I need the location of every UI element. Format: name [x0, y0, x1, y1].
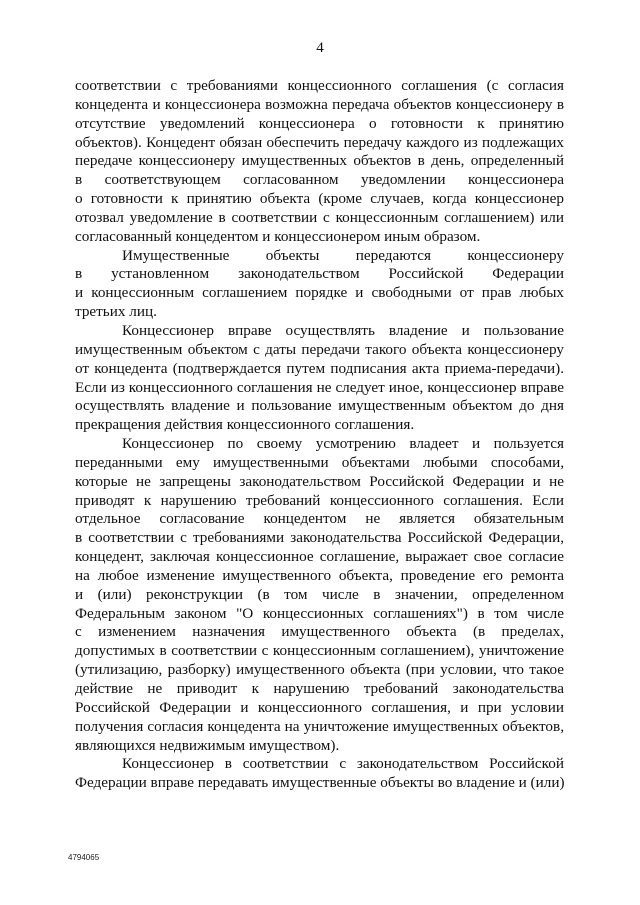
text-line: которые не запрещены законодательством Российской Федерации и не: [75, 472, 564, 490]
text-line: осуществлять владение и пользование имущественным объектом до дня: [75, 397, 564, 415]
paragraph: [75, 755, 564, 793]
text-line: с изменением назначения имущественного объекта (в пределах,: [75, 623, 564, 641]
text-line: переданными ему имущественными объектами любыми способами,: [75, 453, 564, 471]
paragraph: [75, 77, 564, 247]
text-line: действие не приводит к нарушению требований законодательства: [75, 680, 564, 697]
text-line: допустимых в соответствии с концессионным соглашением), уничтожение: [75, 642, 564, 660]
text-line: объектов). Концедент обязан обеспечить передачу каждого из подлежащих: [75, 133, 564, 151]
text-line: согласованный концедентом и концессионером иным образом.: [75, 227, 481, 245]
text-line: Концессионер вправе осуществлять владение и пользование: [122, 321, 564, 339]
text-line: имущественным объектом с даты передачи такого объекта концессионеру: [75, 340, 564, 358]
text-line: (утилизацию, разборку) имущественного объекта (при условии, что такое: [75, 661, 564, 679]
text-line: в соответствии с требованиями законодательства Российской Федерации,: [75, 529, 564, 547]
text-line: отсутствие уведомлений концессионера о готовности к принятию: [75, 114, 564, 132]
document-code: 4794065: [68, 853, 100, 862]
paragraph: [75, 247, 564, 322]
text-line: от концедента (подтверждается путем подписания акта приема-передачи).: [75, 359, 564, 377]
text-line: концедент, заключая концессионное соглашение, выражает свое согласие: [75, 548, 564, 566]
text-line: концедента и концессионера возможна передача объектов концессионеру в: [75, 95, 564, 113]
text-line: Концессионер по своему усмотрению владеет и пользуется: [122, 435, 564, 453]
text-line: соответствии с требованиями концессионного соглашения (с согласия: [75, 77, 564, 94]
text-line: Если из концессионного соглашения не следует иное, концессионер вправе: [75, 378, 564, 396]
text-line: и (или) реконструкции (в том числе в значении, определенном: [75, 585, 564, 603]
text-line: и концессионным соглашением порядке и свободными от прав любых: [75, 284, 564, 302]
text-line: получения согласия концедента на уничтожение имущественных объектов,: [75, 717, 564, 735]
paragraph: [75, 435, 564, 755]
text-line: являющихся недвижимым имуществом).: [75, 736, 340, 754]
paragraph: [75, 322, 564, 435]
text-line: Федеральным законом "О концессионных соглашениях") в том числе: [75, 604, 564, 622]
text-line: третьих лиц.: [75, 303, 157, 321]
document-body: [75, 77, 564, 793]
text-line: отдельное согласование концедентом не является обязательным: [75, 510, 564, 528]
text-line: о готовности к принятию объекта (кроме случаев, когда концессионер: [75, 190, 564, 208]
text-line: Российской Федерации и концессионного соглашения, и при условии: [75, 698, 564, 716]
text-line: Федерации вправе передавать имущественные объекты во владение и (или): [75, 774, 565, 792]
text-line: Концессионер в соответствии с законодательством Российской: [122, 755, 564, 773]
text-line: на любое изменение имущественного объекта, проведение его ремонта: [75, 566, 564, 584]
text-line: приводят к нарушению требований концессионного соглашения. Если: [75, 491, 564, 509]
text-line: отозвал уведомление в соответствии с концессионным соглашением) или: [75, 208, 564, 226]
page-number: 4: [316, 40, 324, 56]
text-line: прекращения действия концессионного соглашения.: [75, 416, 415, 434]
text-line: передаче концессионеру имущественных объектов в день, определенный: [75, 152, 564, 170]
text-line: в установленном законодательством Российской Федерации: [75, 265, 564, 283]
text-line: Имущественные объекты передаются концессионеру: [122, 246, 564, 264]
text-line: в соответствующем согласованном уведомлении концессионера: [75, 171, 564, 189]
